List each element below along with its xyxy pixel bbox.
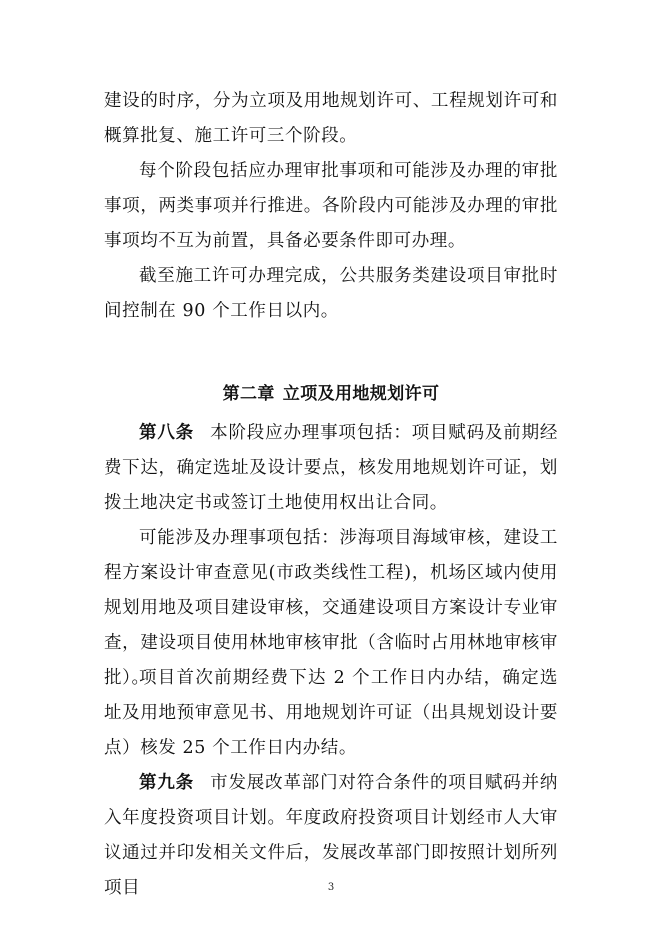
article-9-label: 第九条	[139, 773, 194, 793]
paragraph-optional-items: 可能涉及办理事项包括：涉海项目海域审核，建设工程方案设计审查意见(市政类线性工程)，机场区域内使用规划用地及项目建设审核，交通建设项目方案设计专业审查，建设项目使用林地审核审批（含临时占用林地审核审批）。	[104, 528, 558, 688]
paragraph-time-limits: 项目首次前期经费下达 2 个工作日内办结，确定选址及用地预审意见书、用地规划许可证（出具规划设计要点）核发 25 个工作日内办结。	[104, 668, 558, 758]
chapter-title: 立项及用地规划许可	[282, 384, 440, 404]
page-number: 3	[327, 882, 335, 893]
article-9-text: 市发展改革部门对符合条件的项目赋码并纳入年度投资项目计划。年度政府投资项目计划经市人大审议通过并印发相关文件后，发展改革部门即按照计划所列项目	[104, 773, 558, 898]
article-8-text: 本阶段应办理事项包括：项目赋码及前期经费下达，确定选址及设计要点，核发用地规划许可证，划拨土地决定书或签订土地使用权出让合同。	[104, 423, 558, 513]
chapter-number: 第二章	[222, 384, 275, 404]
paragraph-parallel-items: 每个阶段包括应办理审批事项和可能涉及办理的审批事项，两类事项并行推进。各阶段内可能涉及办理的审批事项均不互为前置，具备必要条件即可办理。	[104, 161, 558, 251]
paragraph-stage-sequence: 建设的时序，分为立项及用地规划许可、工程规划许可和概算批复、施工许可三个阶段。	[104, 91, 558, 146]
article-8	[104, 416, 558, 521]
chapter-heading	[104, 381, 558, 407]
paragraph-approval-time-limit: 截至施工许可办理完成，公共服务类建设项目审批时间控制在 90 个工作日以内。	[104, 266, 558, 321]
article-8-label: 第八条	[139, 423, 194, 443]
